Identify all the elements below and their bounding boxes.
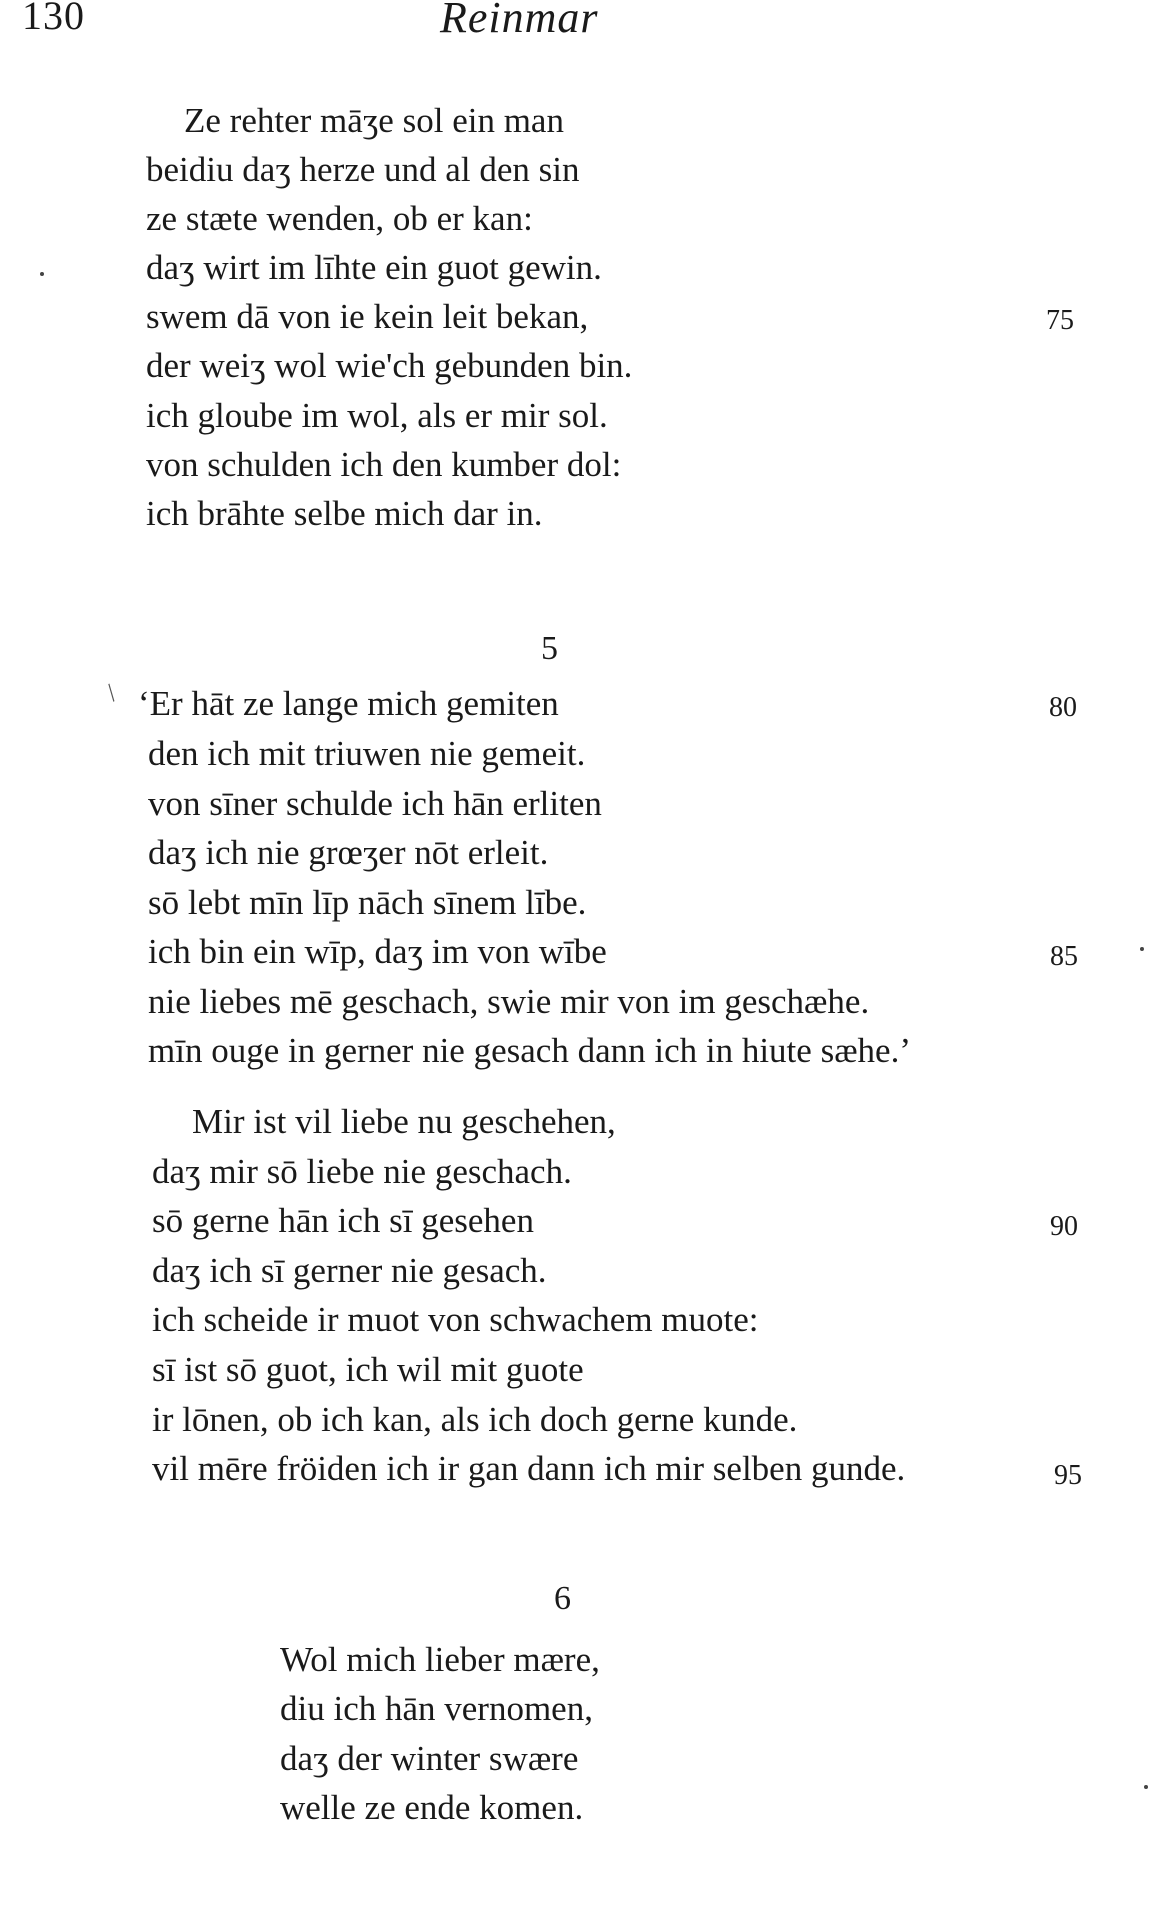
verse-line: der weiʒ wol wie'ch gebunden bin. bbox=[146, 346, 633, 385]
verse-line: sī ist sō guot, ich wil mit guote bbox=[152, 1350, 584, 1389]
verse-line: ich brāhte selbe mich dar in. bbox=[146, 494, 543, 533]
verse-line: daʒ mir sō liebe nie geschach. bbox=[152, 1152, 572, 1191]
verse-line: ich gloube im wol, als er mir sol. bbox=[146, 396, 608, 435]
margin-tick-mark: / bbox=[100, 678, 123, 707]
stray-dot bbox=[1140, 947, 1144, 951]
verse-line: swem dā von ie kein leit bekan, bbox=[146, 297, 589, 336]
verse-line: ze stæte wenden, ob er kan: bbox=[146, 199, 533, 238]
verse-line: nie liebes mē geschach, swie mir von im geschæhe. bbox=[148, 982, 870, 1021]
verse-line: von sīner schulde ich hān erliten bbox=[148, 784, 602, 823]
verse-line: daʒ wirt im līhte ein guot gewin. bbox=[146, 248, 602, 287]
section-number: 5 bbox=[541, 630, 558, 667]
line-number: 75 bbox=[1046, 305, 1074, 336]
verse-line: daʒ ich sī gerner nie gesach. bbox=[152, 1251, 547, 1290]
verse-line: diu ich hān vernomen, bbox=[280, 1689, 593, 1728]
stray-dot bbox=[40, 272, 44, 276]
verse-line: den ich mit triuwen nie gemeit. bbox=[148, 734, 586, 773]
line-number: 90 bbox=[1050, 1211, 1078, 1242]
line-number: 85 bbox=[1050, 941, 1078, 972]
verse-line: vil mēre fröiden ich ir gan dann ich mir selben gunde. bbox=[152, 1449, 906, 1488]
verse-line: von schulden ich den kumber dol: bbox=[146, 445, 622, 484]
verse-line: ir lōnen, ob ich kan, als ich doch gerne kunde. bbox=[152, 1400, 798, 1439]
verse-line: daʒ ich nie grœʒer nōt erleit. bbox=[148, 833, 549, 872]
verse-line: ich bin ein wīp, daʒ im von wībe bbox=[148, 932, 607, 971]
verse-line: Mir ist vil liebe nu geschehen, bbox=[192, 1102, 616, 1141]
running-head: Reinmar bbox=[440, 0, 599, 42]
section-number: 6 bbox=[554, 1580, 571, 1617]
verse-line: sō gerne hān ich sī gesehen bbox=[152, 1201, 534, 1240]
verse-line: sō lebt mīn līp nāch sīnem lībe. bbox=[148, 883, 587, 922]
verse-line: Ze rehter māʒe sol ein man bbox=[184, 101, 564, 140]
verse-line: daʒ der winter swære bbox=[280, 1739, 579, 1778]
verse-line: beidiu daʒ herze und al den sin bbox=[146, 150, 580, 189]
page-number: 130 bbox=[22, 0, 85, 38]
line-number: 80 bbox=[1049, 692, 1077, 723]
verse-line: welle ze ende komen. bbox=[280, 1788, 584, 1827]
line-number: 95 bbox=[1054, 1460, 1082, 1491]
verse-line: ‘Er hāt ze lange mich gemiten bbox=[138, 684, 559, 723]
stray-dot bbox=[1144, 1785, 1148, 1789]
verse-line: mīn ouge in gerner nie gesach dann ich in hiute sæhe.’ bbox=[148, 1031, 911, 1070]
verse-line: ich scheide ir muot von schwachem muote: bbox=[152, 1300, 759, 1339]
verse-line: Wol mich lieber mære, bbox=[280, 1640, 600, 1679]
